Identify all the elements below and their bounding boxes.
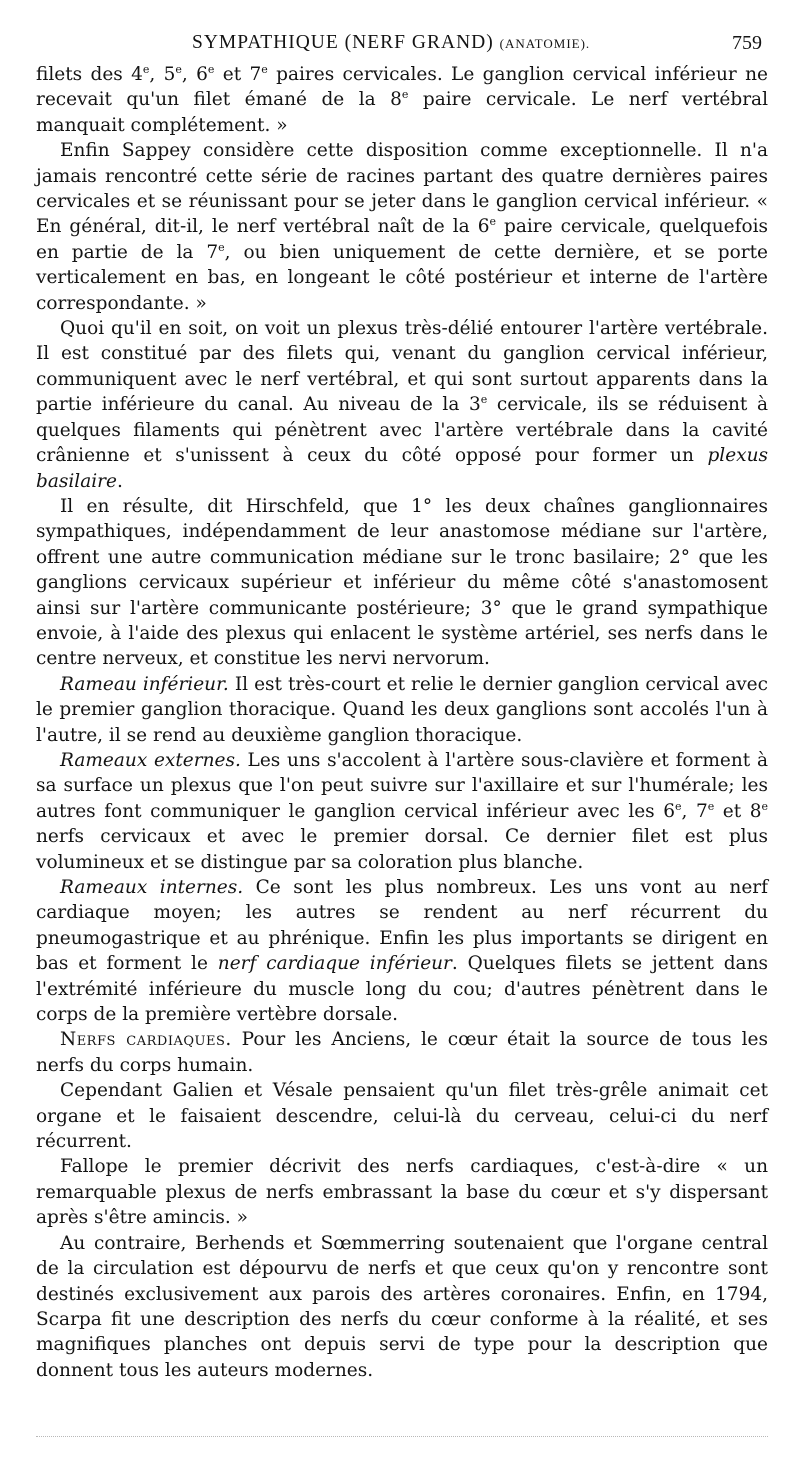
superscript: e [761, 799, 768, 813]
paragraph [36, 1027, 768, 1078]
superscript: e [480, 393, 488, 407]
paragraph [36, 494, 768, 672]
bottom-rule [36, 1436, 768, 1438]
text-run: et 7 [214, 64, 262, 85]
text-run: Cependant Galien et Vésale pensaient qu'un filet très-grêle animait cet organe et le faisaient descendre, celui-là du cerveau, celui-ci du nerf récurrent. [36, 1080, 768, 1153]
italic-run: Rameau inférieur. [60, 673, 229, 695]
text-run: . [116, 470, 123, 492]
paragraph [36, 1154, 768, 1230]
superscript: e [175, 63, 182, 76]
running-title-text: SYMPATHIQUE (NERF GRAND) [192, 32, 494, 53]
page-number: 759 [732, 32, 762, 54]
text-run: Il en résulte, dit Hirschfeld, que 1° les deux chaînes ganglionnaires sympathiques, indépendamment de leur anastomose médiane sur l'artère, offrent une autre communication médiane sur le tronc basilaire; 2° que les ganglions cervicaux supérieur et inférieur du même côté s'anastomosent ainsi sur l'artère communicante postérieure; 3° que le grand sympathique envoie, à l'aide des plexus qui enlacent le système artériel, ses nerfs dans le centre nerveux, et constitue les nervi nervorum. [36, 495, 768, 670]
superscript: e [489, 215, 496, 229]
text-run: paires cervicales. Le ganglion cervical inférieur ne recevait qu'un filet émané de la 8 [36, 64, 768, 111]
italic-run: Rameaux internes. [60, 877, 244, 898]
text-run: , 5 [149, 64, 176, 85]
body-text [36, 62, 768, 1383]
section-label: (ANATOMIE). [499, 36, 591, 51]
superscript: e [707, 799, 715, 813]
text-run: cervicale, ils se réduisent à quelques filaments qui pénètrent avec l'artère vertébrale dans la cavité crânienne et s'unissent à ceux du côté opposé pour former un [36, 394, 768, 467]
small-caps-heading: Nerfs cardiaques. [60, 1029, 232, 1051]
text-run: , 7 [681, 800, 708, 822]
italic-run: nerf cardiaque inférieur [217, 953, 452, 975]
italic-run: plexus basilaire [36, 445, 768, 492]
text-run: filets des 4 [36, 64, 143, 85]
superscript: e [261, 63, 268, 76]
text-run: Ce sont les plus nombreux. Les uns vont au nerf cardiaque moyen; les autres se rendent au nerf récurrent du pneumogastrique et au phrénique. Enfin les plus importants se dirigent en bas et forment le [36, 877, 768, 975]
superscript: e [218, 240, 225, 254]
page-header [36, 28, 768, 62]
text-run: paire cervicale. Le nerf vertébral manquait complétement. » [36, 89, 769, 136]
text-run: paire cervicale, quelquefois en partie de la 7 [36, 216, 768, 263]
paragraph [36, 1231, 768, 1383]
superscript: e [142, 63, 150, 76]
text-run: et 8 [714, 800, 762, 822]
superscript: e [207, 63, 215, 76]
italic-run: Rameaux externes. [60, 749, 241, 771]
text-run: , ou bien uniquement de cette dernière, et se porte verticalement en bas, en longeant le côté postérieur et interne de l'artère correspondante. » [36, 241, 768, 314]
paragraph [36, 138, 768, 316]
book-page [36, 28, 768, 1383]
paragraph [36, 875, 768, 1027]
paragraph [36, 672, 768, 748]
paragraph [36, 748, 768, 875]
superscript: e [401, 88, 409, 102]
text-run: Pour les Anciens, le cœur était la source de tous les nerfs du corps humain. [36, 1029, 768, 1076]
text-run: Les uns s'accolent à l'artère sous-clavière et forment à sa surface un plexus que l'on peut suivre sur l'axillaire et sur l'humérale; les autres font communiquer le ganglion cervical inférieur avec les 6 [36, 749, 768, 822]
paragraph [36, 1078, 768, 1154]
text-run: Il est très-court et relie le dernier ganglion cervical avec le premier ganglion thoracique. Quand les deux ganglions sont accolés l'un à l'autre, il se rend au deuxième ganglion thoracique. [36, 673, 768, 746]
text-run: , 6 [181, 64, 208, 85]
text-run: Au contraire, Berhends et Sœmmerring soutenaient que l'organe central de la circulation est dépourvu de nerfs et que ceux qu'on y rencontre sont destinés exclusivement aux parois des artères coronaires. Enfin, en 1794, Scarpa fit une description des nerfs du cœur conforme à la réalité, et ses magnifiques planches ont depuis servi de type pour la description que donnent tous les auteurs modernes. [36, 1232, 768, 1381]
superscript: e [675, 799, 682, 813]
text-run: nerfs cervicaux et avec le premier dorsal. Ce dernier filet est plus volumineux et se distingue par sa coloration plus blanche. [36, 826, 768, 873]
paragraph [36, 316, 768, 494]
text-run: Quoi qu'il en soit, on voit un plexus très-délié entourer l'artère vertébrale. Il est constitué par des filets qui, venant du ganglion cervical inférieur, communiquent avec le nerf vertébral, et qui sont surtout apparents dans la partie inférieure du canal. Au niveau de la 3 [36, 318, 768, 416]
running-title [192, 32, 590, 54]
paragraph [36, 62, 768, 138]
text-run: Enfin Sappey considère cette disposition comme exceptionnelle. Il n'a jamais rencontré cette série de racines partant des quatre dernières paires cervicales et se réunissant pour se jeter dans le ganglion cervical inférieur. « En général, dit-il, le nerf vertébral naît de la 6 [36, 140, 768, 238]
text-run: Fallope le premier décrivit des nerfs cardiaques, c'est-à-dire « un remarquable plexus de nerfs embrassant la base du cœur et s'y dispersant après s'être amincis. » [36, 1156, 768, 1229]
text-run: . Quelques filets se jettent dans l'extrémité inférieure du muscle long du cou; d'autres pénètrent dans le corps de la première vertèbre dorsale. [36, 953, 768, 1026]
